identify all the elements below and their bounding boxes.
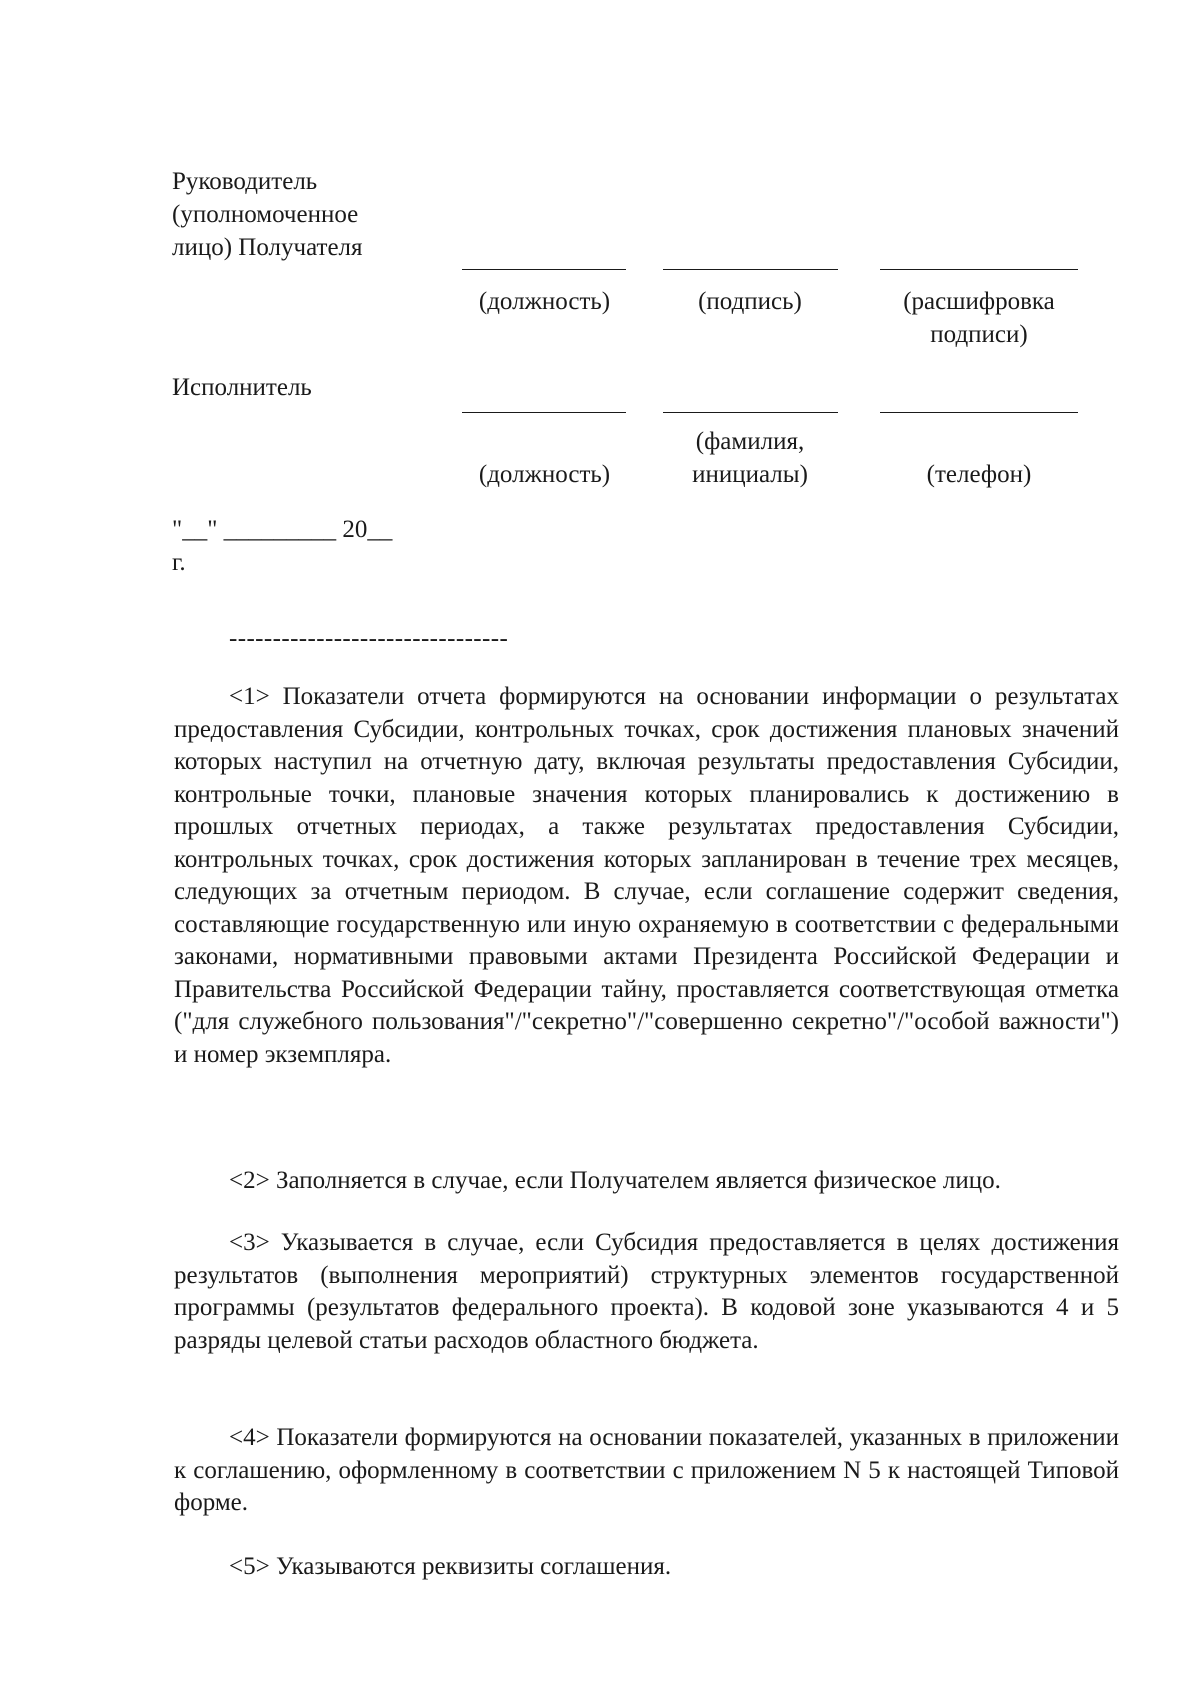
head-label xyxy=(172,165,363,264)
head-decoding-caption-line-1: (расшифровка xyxy=(903,288,1055,315)
head-label-line-3: лицо) Получателя xyxy=(172,234,363,261)
executor-name-line xyxy=(663,412,838,413)
head-signature-line xyxy=(663,269,838,270)
head-label-line-1: Руководитель xyxy=(172,168,318,195)
head-decoding-line xyxy=(880,269,1078,270)
head-decoding-caption xyxy=(873,285,1085,351)
executor-position-line xyxy=(462,412,626,413)
executor-position-caption: (должность) xyxy=(478,461,611,488)
head-decoding-caption-line-2: подписи) xyxy=(930,321,1028,348)
date-line: "__" _________ 20__ xyxy=(172,516,393,543)
date-suffix: г. xyxy=(172,549,186,576)
footnote-2: <2> Заполняется в случае, если Получателем является физическое лицо. xyxy=(229,1167,1001,1194)
executor-phone-caption: (телефон) xyxy=(926,461,1032,488)
head-label-line-2: (уполномоченное xyxy=(172,201,359,228)
executor-phone-line xyxy=(880,412,1078,413)
footnote-3: <3> Указывается в случае, если Субсидия предоставляется в целях достижения результатов (выполнения мероприятий) структурных элементов государственной программы (результатов федерального проекта). В кодовой зоне указываются 4 и 5 разряды целевой статьи расходов областного бюджета. xyxy=(174,1229,1119,1354)
footnote-4: <4> Показатели формируются на основании показателей, указанных в приложении к соглашению, оформленному в соответствии с приложением N 5 к настоящей Типовой форме. xyxy=(174,1424,1119,1516)
head-position-caption: (должность) xyxy=(478,288,611,315)
executor-name-caption-line-2: инициалы) xyxy=(692,461,808,488)
footnote-separator: -------------------------------- xyxy=(229,625,509,652)
executor-label: Исполнитель xyxy=(172,374,312,401)
executor-name-caption-line-1: (фамилия, xyxy=(695,428,805,455)
footnote-5: <5> Указываются реквизиты соглашения. xyxy=(229,1553,672,1580)
footnote-1: <1> Показатели отчета формируются на основании информации о результатах предоставления Субсидии, контрольных точках, срок достижения плановых значений которых наступил на отчетную дату, включая результаты предоставления Субсидии, контрольные точки, плановые значения которых планировались к достижению в прошлых отчетных периодах, а также результатах предоставления Субсидии, контрольных точках, срок достижения которых запланирован в течение трех месяцев, следующих за отчетным периодом. В случае, если соглашение содержит сведения, составляющие государственную или иную охраняемую в соответствии с федеральными законами, нормативными правовыми актами Президента Российской Федерации и Правительства Российской Федерации тайну, проставляется соответствующая отметка ("для служебного пользования"/"секретно"/"совершенно секретно"/"особой важности") и номер экземпляра. xyxy=(174,683,1119,1068)
head-position-line xyxy=(462,269,626,270)
executor-name-caption xyxy=(655,425,845,491)
head-signature-caption: (подпись) xyxy=(698,288,802,315)
